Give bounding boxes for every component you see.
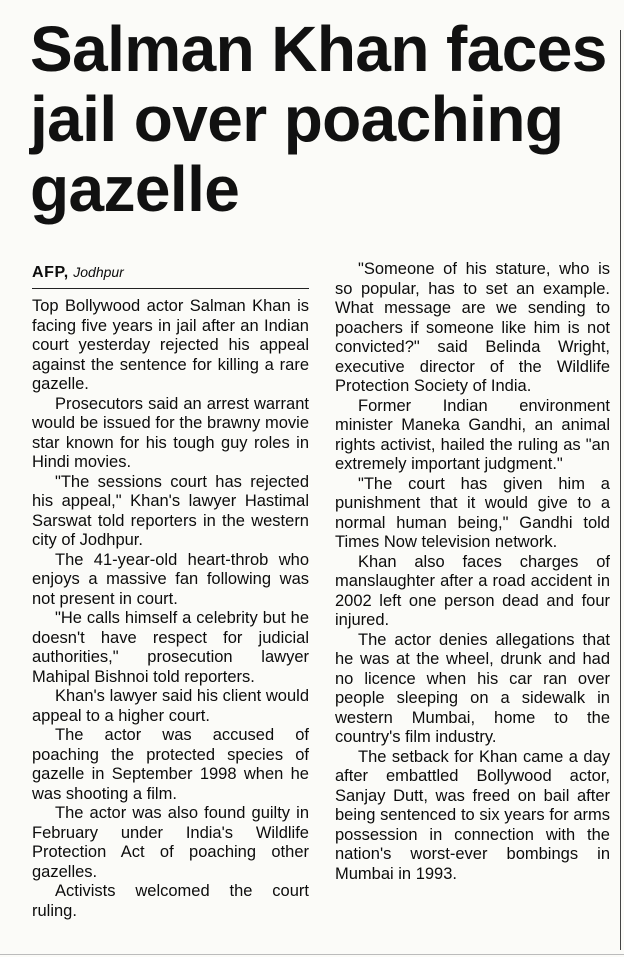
column-divider-rule [620, 30, 621, 950]
paragraph: Activists welcomed the court ruling. [32, 882, 309, 920]
paragraph: "He calls himself a celebrity but he doesn't have respect for judicial authorities," prosecution lawyer Mahipal Bishnoi told reporters. [32, 609, 309, 686]
paragraph: The 41-year-old heart-throb who enjoys a massive fan following was not present in court. [32, 550, 309, 608]
article-column-left [32, 297, 309, 921]
paragraph: Khan's lawyer said his client would appeal to a higher court. [32, 687, 309, 725]
byline-agency: AFP, [32, 264, 69, 281]
article-column-right [335, 260, 610, 884]
headline: Salman Khan faces jail over poaching gazelle [30, 13, 607, 225]
paragraph: The actor denies allegations that he was at the wheel, drunk and had no licence when his car ran over people sleeping on a sidewalk in western Mumbai, home to the country's film industry. [335, 630, 610, 746]
page-bottom-rule [0, 954, 624, 955]
paragraph: Top Bollywood actor Salman Khan is facing five years in jail after an Indian court yesterday rejected his appeal against the sentence for killing a rare gazelle. [32, 297, 309, 393]
byline [32, 262, 124, 283]
paragraph: "The sessions court has rejected his appeal," Khan's lawyer Hastimal Sarswat told reporters in the western city of Jodhpur. [32, 472, 309, 549]
paragraph: Former Indian environment minister Maneka Gandhi, an animal rights activist, hailed the ruling as "an extremely important judgment." [335, 396, 610, 473]
paragraph: The setback for Khan came a day after embattled Bollywood actor, Sanjay Dutt, was freed on bail after being sentenced to six years for arms possession in connection with the nation's worst-ever bombings in Mumbai in 1993. [335, 747, 610, 883]
byline-place: Jodhpur [73, 264, 124, 280]
paragraph: The actor was also found guilty in February under India's Wildlife Protection Act of poaching other gazelles. [32, 804, 309, 881]
byline-rule [32, 288, 309, 289]
paragraph: The actor was accused of poaching the protected species of gazelle in September 1998 when he was shooting a film. [32, 726, 309, 803]
paragraph: "The court has given him a punishment that it would give to a normal human being," Gandhi told Times Now television network. [335, 474, 610, 551]
paragraph: Khan also faces charges of manslaughter after a road accident in 2002 left one person dead and four injured. [335, 552, 610, 629]
paragraph: Prosecutors said an arrest warrant would be issued for the brawny movie star known for his tough guy roles in Hindi movies. [32, 394, 309, 471]
paragraph: "Someone of his stature, who is so popular, has to set an example. What message are we sending to poachers if someone like him is not convicted?" said Belinda Wright, executive director of the Wildlife Protection Society of India. [335, 260, 610, 395]
